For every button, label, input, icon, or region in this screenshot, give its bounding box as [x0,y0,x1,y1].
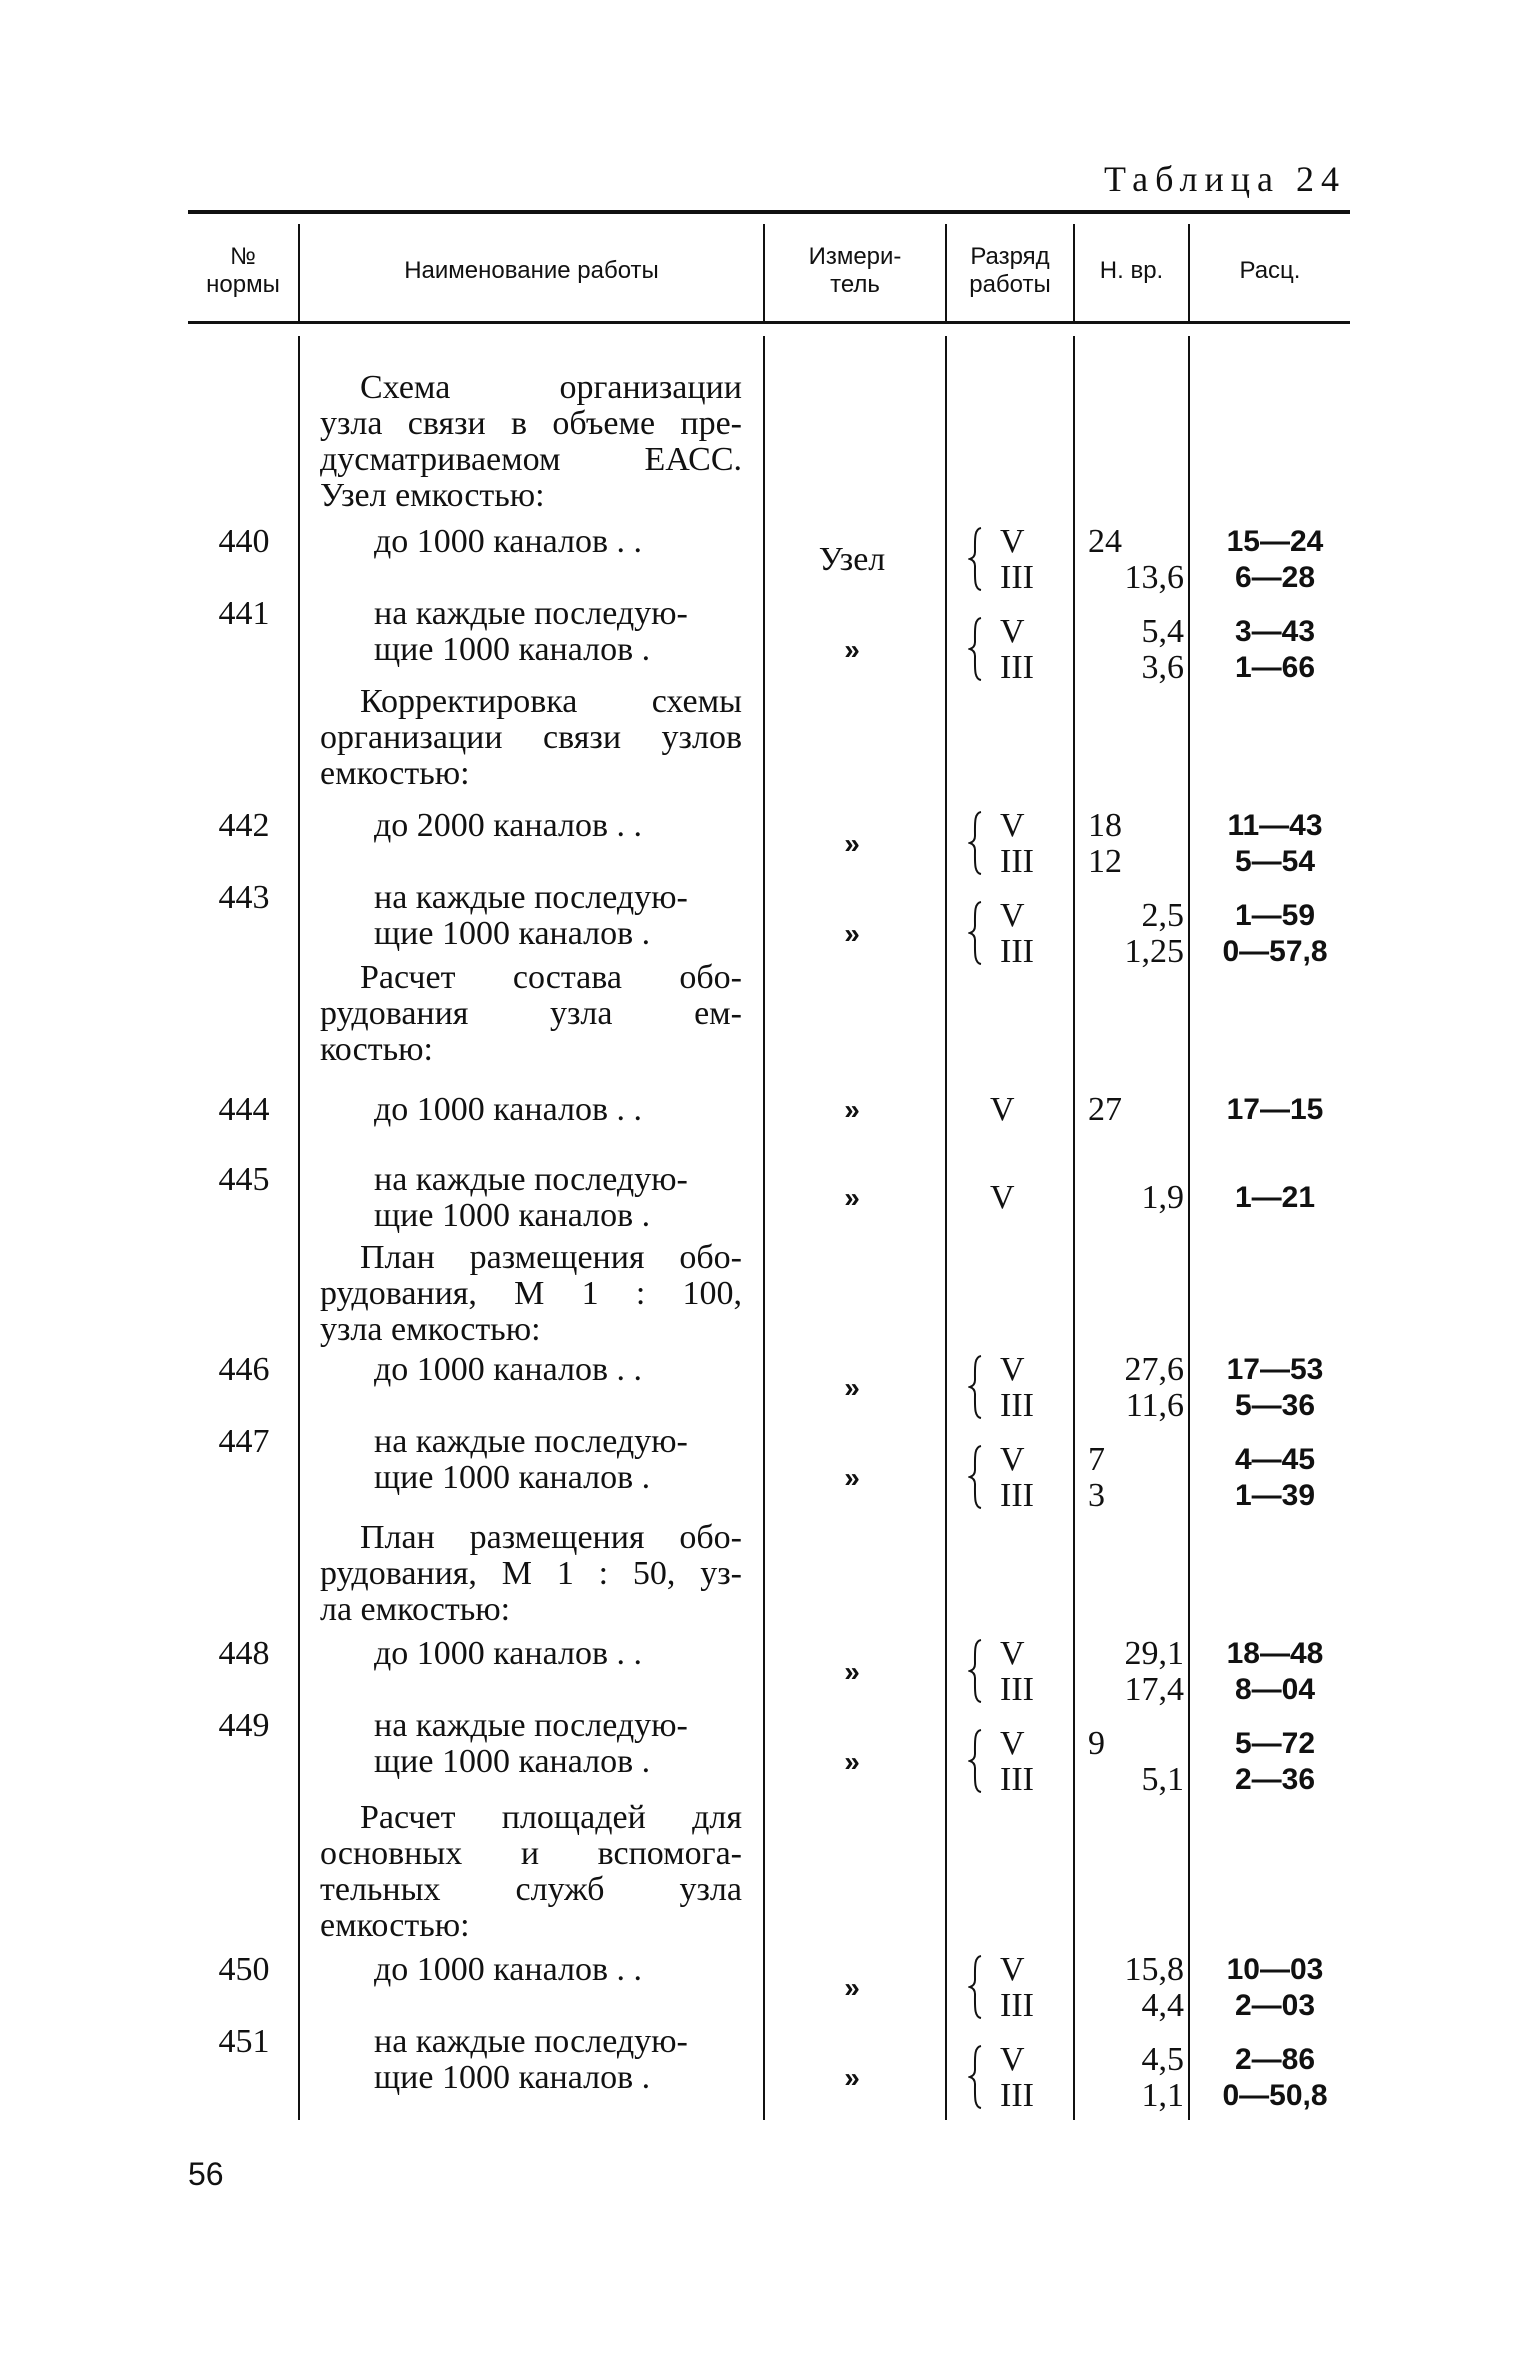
work-name-line: на каждые последую- [374,1423,688,1460]
price-value: 4—45 [1234,1443,1316,1476]
column-divider [298,336,300,2120]
norm-number: 446 [218,1351,270,1388]
header-number: № нормы [206,243,280,298]
grade-value: III [1000,1387,1034,1424]
grade-value: III [1000,1671,1034,1708]
price-value: 5—54 [1234,845,1316,878]
norm-hours-value: 13,6 [1124,559,1184,596]
unit-value: » [844,828,860,859]
work-name-line: на каждые последую- [374,2023,688,2060]
section-heading-line: Узел емкостью: [320,477,545,514]
grade-value: V [990,1091,1015,1128]
grade-brace-icon [968,900,984,966]
header-price: Расц. [1239,257,1301,284]
price-value: 5—72 [1234,1727,1316,1760]
section-heading-line: тельных служб узла [320,1871,742,1908]
norm-number: 450 [218,1951,270,1988]
grade-value: III [1000,1761,1034,1798]
price-value: 18—48 [1226,1637,1324,1670]
price-value: 1—21 [1234,1181,1316,1214]
work-name-line: щие 1000 каналов . [374,915,651,952]
norm-hours-value: 29,1 [1124,1635,1184,1672]
section-heading-line: дусматриваемом ЕАСС. [320,441,742,478]
column-divider [1073,336,1075,2120]
unit-value: » [844,1372,860,1403]
section-heading-line: рудования, М 1 : 50, уз- [320,1555,742,1592]
price-value: 17—15 [1226,1093,1324,1126]
grade-brace-icon [968,1444,984,1510]
norm-hours-value: 1,9 [1141,1179,1184,1216]
section-heading-line: организации связи узлов [320,719,742,756]
grade-value: III [1000,2077,1034,2114]
norm-hours-value: 7 [1088,1441,1105,1478]
norm-hours-value: 5,4 [1141,613,1184,650]
unit-value: » [844,1656,860,1687]
norm-hours-value: 1,25 [1124,933,1184,970]
norm-number: 447 [218,1423,270,1460]
work-name-line: щие 1000 каналов . [374,1197,651,1234]
section-heading-line: Схема организации [360,369,742,406]
grade-brace-icon [968,1728,984,1794]
norm-hours-value: 4,5 [1141,2041,1184,2078]
price-value: 6—28 [1234,561,1316,594]
page-number: 56 [188,2156,224,2192]
work-name-line: до 1000 каналов . . [374,1351,642,1388]
price-value: 3—43 [1234,615,1316,648]
grade-value: V [1000,897,1025,934]
grade-value: V [1000,613,1025,650]
section-heading-line: узла емкостью: [320,1311,541,1348]
norm-hours-value: 27,6 [1124,1351,1184,1388]
norm-hours-value: 3,6 [1141,649,1184,686]
price-value: 11—43 [1227,809,1323,842]
unit-value: » [844,634,860,665]
table-title: Таблица 24 [1104,159,1346,199]
unit-value: Узел [818,541,886,578]
unit-value: » [844,1462,860,1493]
section-heading-line: узла связи в объеме пре- [320,405,742,442]
work-name-line: на каждые последую- [374,595,688,632]
unit-value: » [844,2062,860,2093]
work-name-line: щие 1000 каналов . [374,1743,651,1780]
section-heading-line: рудования, М 1 : 100, [320,1275,742,1312]
price-value: 15—24 [1226,525,1324,558]
section-heading-line: План размещения обо- [360,1239,742,1276]
unit-value: » [844,1972,860,2003]
header-unit: Измери- тель [808,243,902,298]
norm-number: 448 [218,1635,270,1672]
norm-hours-value: 4,4 [1141,1987,1184,2024]
grade-value: V [1000,2041,1025,2078]
grade-brace-icon [968,526,984,592]
section-heading-line: Расчет площадей для [360,1799,742,1836]
norm-number: 449 [218,1707,270,1744]
price-value: 5—36 [1234,1389,1316,1422]
unit-value: » [844,918,860,949]
norm-number: 451 [218,2023,270,2060]
grade-value: V [1000,1951,1025,1988]
grade-value: V [990,1179,1015,1216]
norm-number: 440 [218,523,270,560]
work-name-line: щие 1000 каналов . [374,631,651,668]
work-name-line: до 1000 каналов . . [374,523,642,560]
norm-hours-value: 24 [1088,523,1122,560]
unit-value: » [844,1182,860,1213]
grade-value: III [1000,559,1034,596]
norm-hours-value: 15,8 [1124,1951,1184,1988]
price-value: 10—03 [1226,1953,1324,1986]
unit-value: » [844,1094,860,1125]
norm-hours-value: 1,1 [1141,2077,1184,2114]
section-heading-line: рудования узла ем- [320,995,742,1032]
norm-hours-value: 17,4 [1124,1671,1184,1708]
header-work-name: Наименование работы [404,257,659,284]
price-value: 0—50,8 [1222,2079,1328,2112]
work-name-line: щие 1000 каналов . [374,2059,651,2096]
header-hours: Н. вр. [1099,257,1164,284]
table-top-rule [188,210,1350,214]
grade-brace-icon [968,1354,984,1420]
section-heading-line: Расчет состава обо- [360,959,742,996]
section-heading-line: емкостью: [320,1907,470,1944]
section-heading-line: костью: [320,1031,433,1068]
norm-hours-value: 3 [1088,1477,1105,1514]
grade-value: III [1000,843,1034,880]
norm-hours-value: 5,1 [1141,1761,1184,1798]
price-value: 2—86 [1234,2043,1316,2076]
norm-hours-value: 12 [1088,843,1122,880]
header-bottom-rule [188,321,1350,324]
price-value: 1—39 [1234,1479,1316,1512]
section-heading-line: ла емкостью: [320,1591,511,1628]
unit-value: » [844,1746,860,1777]
norm-number: 443 [218,879,270,916]
section-heading-line: емкостью: [320,755,470,792]
norm-number: 445 [218,1161,270,1198]
norm-hours-value: 18 [1088,807,1122,844]
grade-value: V [1000,1441,1025,1478]
work-name-line: щие 1000 каналов . [374,1459,651,1496]
price-value: 2—03 [1234,1989,1316,2022]
norm-number: 441 [218,595,270,632]
price-value: 17—53 [1226,1353,1324,1386]
grade-value: V [1000,1351,1025,1388]
grade-brace-icon [968,2044,984,2110]
work-name-line: до 1000 каналов . . [374,1091,642,1128]
norm-hours-value: 11,6 [1125,1387,1184,1424]
work-name-line: до 2000 каналов . . [374,807,642,844]
work-name-line: на каждые последую- [374,879,688,916]
grade-value: III [1000,933,1034,970]
column-divider [945,336,947,2120]
norm-number: 444 [218,1091,270,1128]
work-name-line: на каждые последую- [374,1161,688,1198]
column-divider [1188,336,1190,2120]
header-grade: Разряд работы [969,243,1051,298]
grade-value: III [1000,1987,1034,2024]
section-heading-line: План размещения обо- [360,1519,742,1556]
price-value: 2—36 [1234,1763,1316,1796]
work-name-line: до 1000 каналов . . [374,1951,642,1988]
norm-number: 442 [218,807,270,844]
grade-value: V [1000,1725,1025,1762]
grade-brace-icon [968,810,984,876]
norm-hours-value: 9 [1088,1725,1105,1762]
grade-value: V [1000,807,1025,844]
work-name-line: до 1000 каналов . . [374,1635,642,1672]
grade-brace-icon [968,616,984,682]
grade-value: III [1000,649,1034,686]
grade-brace-icon [968,1638,984,1704]
price-value: 1—59 [1234,899,1316,932]
section-heading-line: Корректировка схемы [360,683,742,720]
grade-value: V [1000,523,1025,560]
grade-brace-icon [968,1954,984,2020]
norm-hours-value: 27 [1088,1091,1122,1128]
price-value: 1—66 [1234,651,1316,684]
price-value: 8—04 [1234,1673,1316,1706]
grade-value: V [1000,1635,1025,1672]
price-value: 0—57,8 [1222,935,1328,968]
work-name-line: на каждые последую- [374,1707,688,1744]
section-heading-line: основных и вспомога- [320,1835,742,1872]
norm-hours-value: 2,5 [1141,897,1184,934]
grade-value: III [1000,1477,1034,1514]
